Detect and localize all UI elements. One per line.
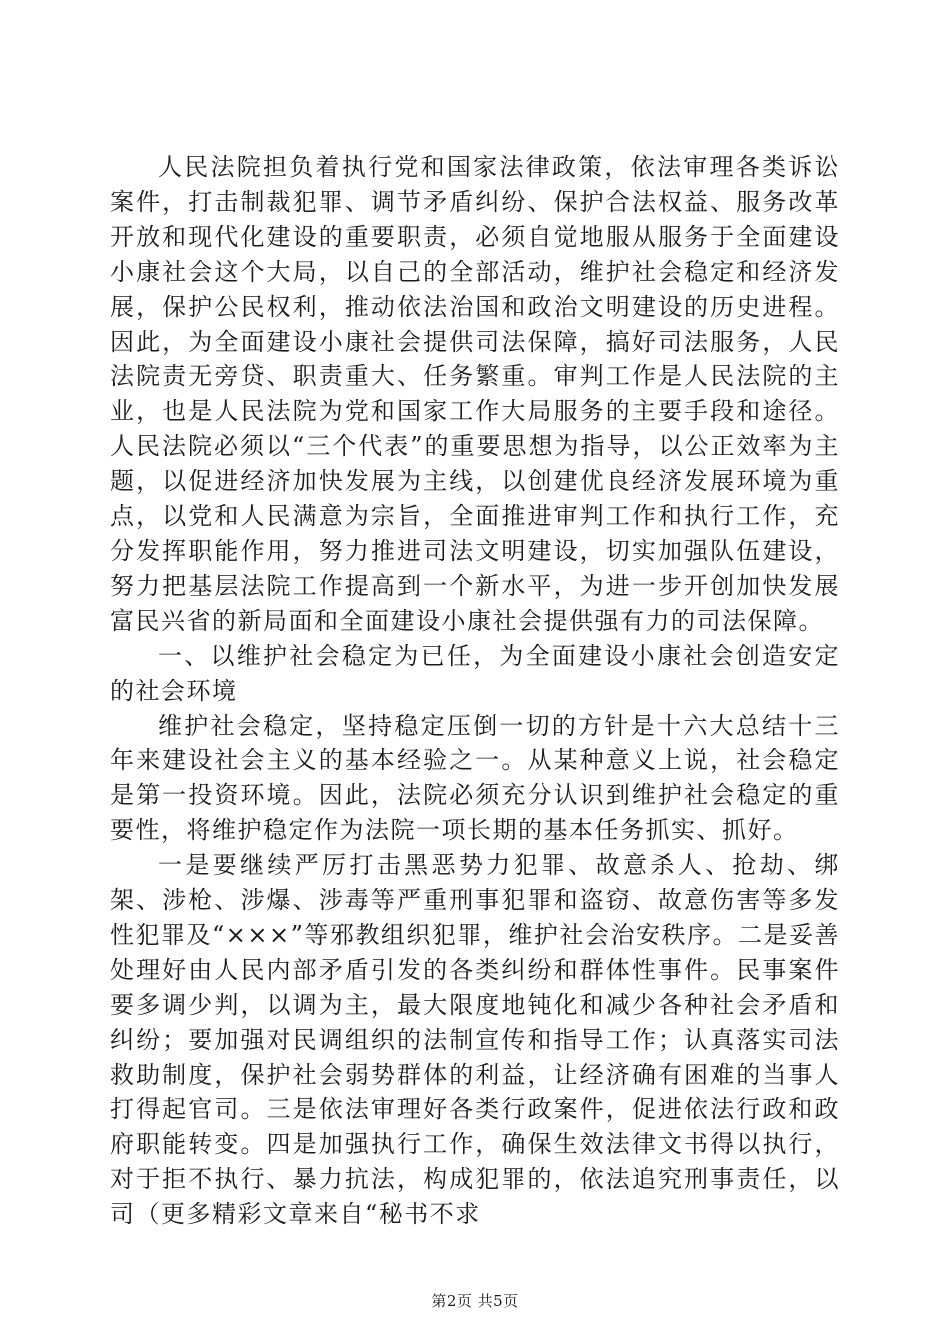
document-body — [110, 150, 840, 1232]
paragraph-intro: 人民法院担负着执行党和国家法律政策，依法审理各类诉讼案件，打击制裁犯罪、调节矛盾纠纷、保护合法权益、服务改革开放和现代化建设的重要职责，必须自觉地服从服务于全面建设小康社会这个大局，以自己的全部活动，维护社会稳定和经济发展，保护公民权利，推动依法治国和政治文明建设的历史进程。因此，为全面建设小康社会提供司法保障，搞好司法服务，人民法院责无旁贷、职责重大、任务繁重。审判工作是人民法院的主业，也是人民法院为党和国家工作大局服务的主要手段和途径。人民法院必须以“三个代表”的重要思想为指导，以公正效率为主题，以促进经济加快发展为主线，以创建优良经济发展环境为重点，以党和人民满意为宗旨，全面推进审判工作和执行工作，充分发挥职能作用，努力推进司法文明建设，切实加强队伍建设，努力把基层法院工作提高到一个新水平，为进一步开创加快发展富民兴省的新局面和全面建设小康社会提供强有力的司法保障。 — [110, 153, 840, 635]
section-heading: 一、以维护社会稳定为已任，为全面建设小康社会创造安定的社会环境 — [110, 641, 840, 705]
paragraph-stability: 维护社会稳定，坚持稳定压倒一切的方针是十六大总结十三年来建设社会主义的基本经验之一。从某种意义上说，社会稳定是第一投资环境。因此，法院必须充分认识到维护社会稳定的重要性，将维护稳定作为法院一项长期的基本任务抓实、抓好。 — [110, 711, 840, 845]
page-number-footer: 第2页 共5页 — [431, 1292, 519, 1310]
paragraph-measures: 一是要继续严厉打击黑恶势力犯罪、故意杀人、抢劫、绑架、涉枪、涉爆、涉毒等严重刑事犯罪和盗窃、故意伤害等多发性犯罪及“×××”等邪教组织犯罪，维护社会治安秩序。二是妥善处理好由人民内部矛盾引发的各类纠纷和群体性事件。民事案件要多调少判，以调为主，最大限度地钝化和减少各种社会矛盾和纠纷；要加强对民调组织的法制宣传和指导工作；认真落实司法救助制度，保护社会弱势群体的利益，让经济确有困难的当事人打得起官司。三是依法审理好各类行政案件，促进依法行政和政府职能转变。四是加强执行工作，确保生效法律文书得以执行，对于拒不执行、暴力抗法，构成犯罪的，依法追究刑事责任，以司（更多精彩文章来自“秘书不求 — [110, 851, 840, 1229]
